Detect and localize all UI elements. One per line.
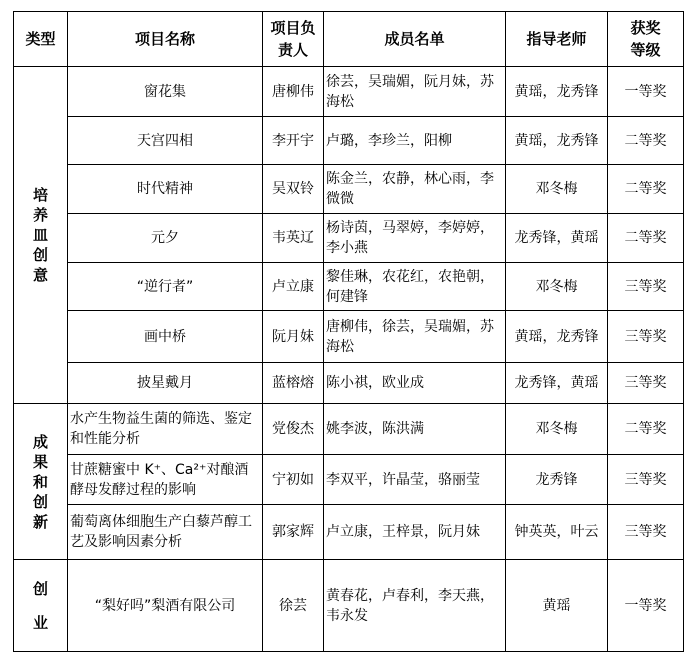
project-name: 披星戴月	[68, 363, 263, 404]
project-leader: 阮月妹	[263, 311, 324, 363]
member-list: 黎佳琳，农花红，农艳朝，何建锋	[324, 263, 506, 311]
advisor: 黄瑶	[506, 560, 608, 652]
advisor: 龙秀锋	[506, 455, 608, 505]
header-project-name: 项目名称	[68, 12, 263, 67]
advisor: 龙秀锋，黄瑶	[506, 214, 608, 263]
member-list: 陈金兰，农静，林心雨，李微微	[324, 165, 506, 214]
advisor: 邓冬梅	[506, 165, 608, 214]
project-name: 葡萄离体细胞生产白藜芦醇工艺及影响因素分析	[68, 505, 263, 560]
category-char: 果	[32, 452, 48, 471]
project-leader: 徐芸	[263, 560, 324, 652]
project-name: 天宫四相	[68, 117, 263, 165]
member-list: 陈小祺，欧业成	[324, 363, 506, 404]
category-char: 养	[32, 206, 48, 224]
project-leader: 蓝榕熔	[263, 363, 324, 404]
project-name: “梨好吗”梨酒有限公司	[68, 560, 263, 652]
advisor: 邓冬梅	[506, 404, 608, 455]
project-name: 甘蔗糖蜜中 K⁺、Ca²⁺对酿酒酵母发酵过程的影响	[68, 455, 263, 505]
table-row	[14, 165, 684, 214]
table-row	[14, 363, 684, 404]
project-leader: 卢立康	[263, 263, 324, 311]
category-cell	[14, 67, 68, 404]
project-name: 时代精神	[68, 165, 263, 214]
project-name: 画中桥	[68, 311, 263, 363]
project-leader: 郭家辉	[263, 505, 324, 560]
project-leader: 党俊杰	[263, 404, 324, 455]
project-name: “逆行者”	[68, 263, 263, 311]
advisor: 黄瑶，龙秀锋	[506, 67, 608, 117]
advisor: 黄瑶，龙秀锋	[506, 117, 608, 165]
advisor: 钟英英，叶云	[506, 505, 608, 560]
member-list: 唐柳伟，徐芸，吴瑞媚，苏海松	[324, 311, 506, 363]
project-leader: 吴双铃	[263, 165, 324, 214]
category-cell	[14, 404, 68, 560]
table-row	[14, 560, 684, 652]
category-char: 和	[32, 472, 48, 491]
award-level: 三等奖	[608, 363, 684, 404]
award-level: 三等奖	[608, 455, 684, 505]
category-char: 创	[32, 246, 48, 264]
table-row	[14, 404, 684, 455]
table-row	[14, 67, 684, 117]
member-list: 黄春花，卢春利，李天燕，韦永发	[324, 560, 506, 652]
project-leader: 唐柳伟	[263, 67, 324, 117]
category-char: 意	[32, 266, 48, 284]
award-level: 二等奖	[608, 165, 684, 214]
advisor: 黄瑶，龙秀锋	[506, 311, 608, 363]
header-members: 成员名单	[324, 12, 506, 67]
table-row	[14, 505, 684, 560]
award-level: 二等奖	[608, 404, 684, 455]
category-char: 业	[32, 613, 48, 632]
header-award: 获奖 等级	[608, 12, 684, 67]
awards-table	[13, 11, 684, 652]
category-cell	[14, 560, 68, 652]
award-level: 二等奖	[608, 117, 684, 165]
table-row	[14, 311, 684, 363]
category-char: 皿	[32, 226, 48, 244]
table-row	[14, 117, 684, 165]
project-leader: 韦英辽	[263, 214, 324, 263]
header-leader: 项目负 责人	[263, 12, 324, 67]
header-advisor: 指导老师	[506, 12, 608, 67]
category-char: 培	[32, 186, 48, 204]
award-level: 三等奖	[608, 505, 684, 560]
award-level: 二等奖	[608, 214, 684, 263]
category-char: 新	[32, 512, 48, 531]
header-type: 类型	[14, 12, 68, 67]
project-name: 窗花集	[68, 67, 263, 117]
category-char: 成	[32, 432, 48, 451]
table-row	[14, 214, 684, 263]
member-list: 徐芸，吴瑞媚，阮月妹，苏海松	[324, 67, 506, 117]
advisor: 邓冬梅	[506, 263, 608, 311]
award-level: 三等奖	[608, 263, 684, 311]
project-leader: 李开宇	[263, 117, 324, 165]
advisor: 龙秀锋，黄瑶	[506, 363, 608, 404]
award-level: 三等奖	[608, 311, 684, 363]
category-char: 创	[32, 579, 48, 598]
member-list: 姚李波，陈洪满	[324, 404, 506, 455]
project-leader: 宁初如	[263, 455, 324, 505]
category-char: 创	[32, 492, 48, 511]
member-list: 杨诗茵，马翠婷，李婷婷，李小燕	[324, 214, 506, 263]
award-level: 一等奖	[608, 560, 684, 652]
header-row	[14, 12, 684, 67]
member-list: 卢璐，李珍兰，阳柳	[324, 117, 506, 165]
member-list: 卢立康，王梓景，阮月妹	[324, 505, 506, 560]
project-name: 元夕	[68, 214, 263, 263]
project-name: 水产生物益生菌的筛选、鉴定和性能分析	[68, 404, 263, 455]
table-row	[14, 455, 684, 505]
table-row	[14, 263, 684, 311]
member-list: 李双平，许晶莹，骆丽莹	[324, 455, 506, 505]
award-level: 一等奖	[608, 67, 684, 117]
